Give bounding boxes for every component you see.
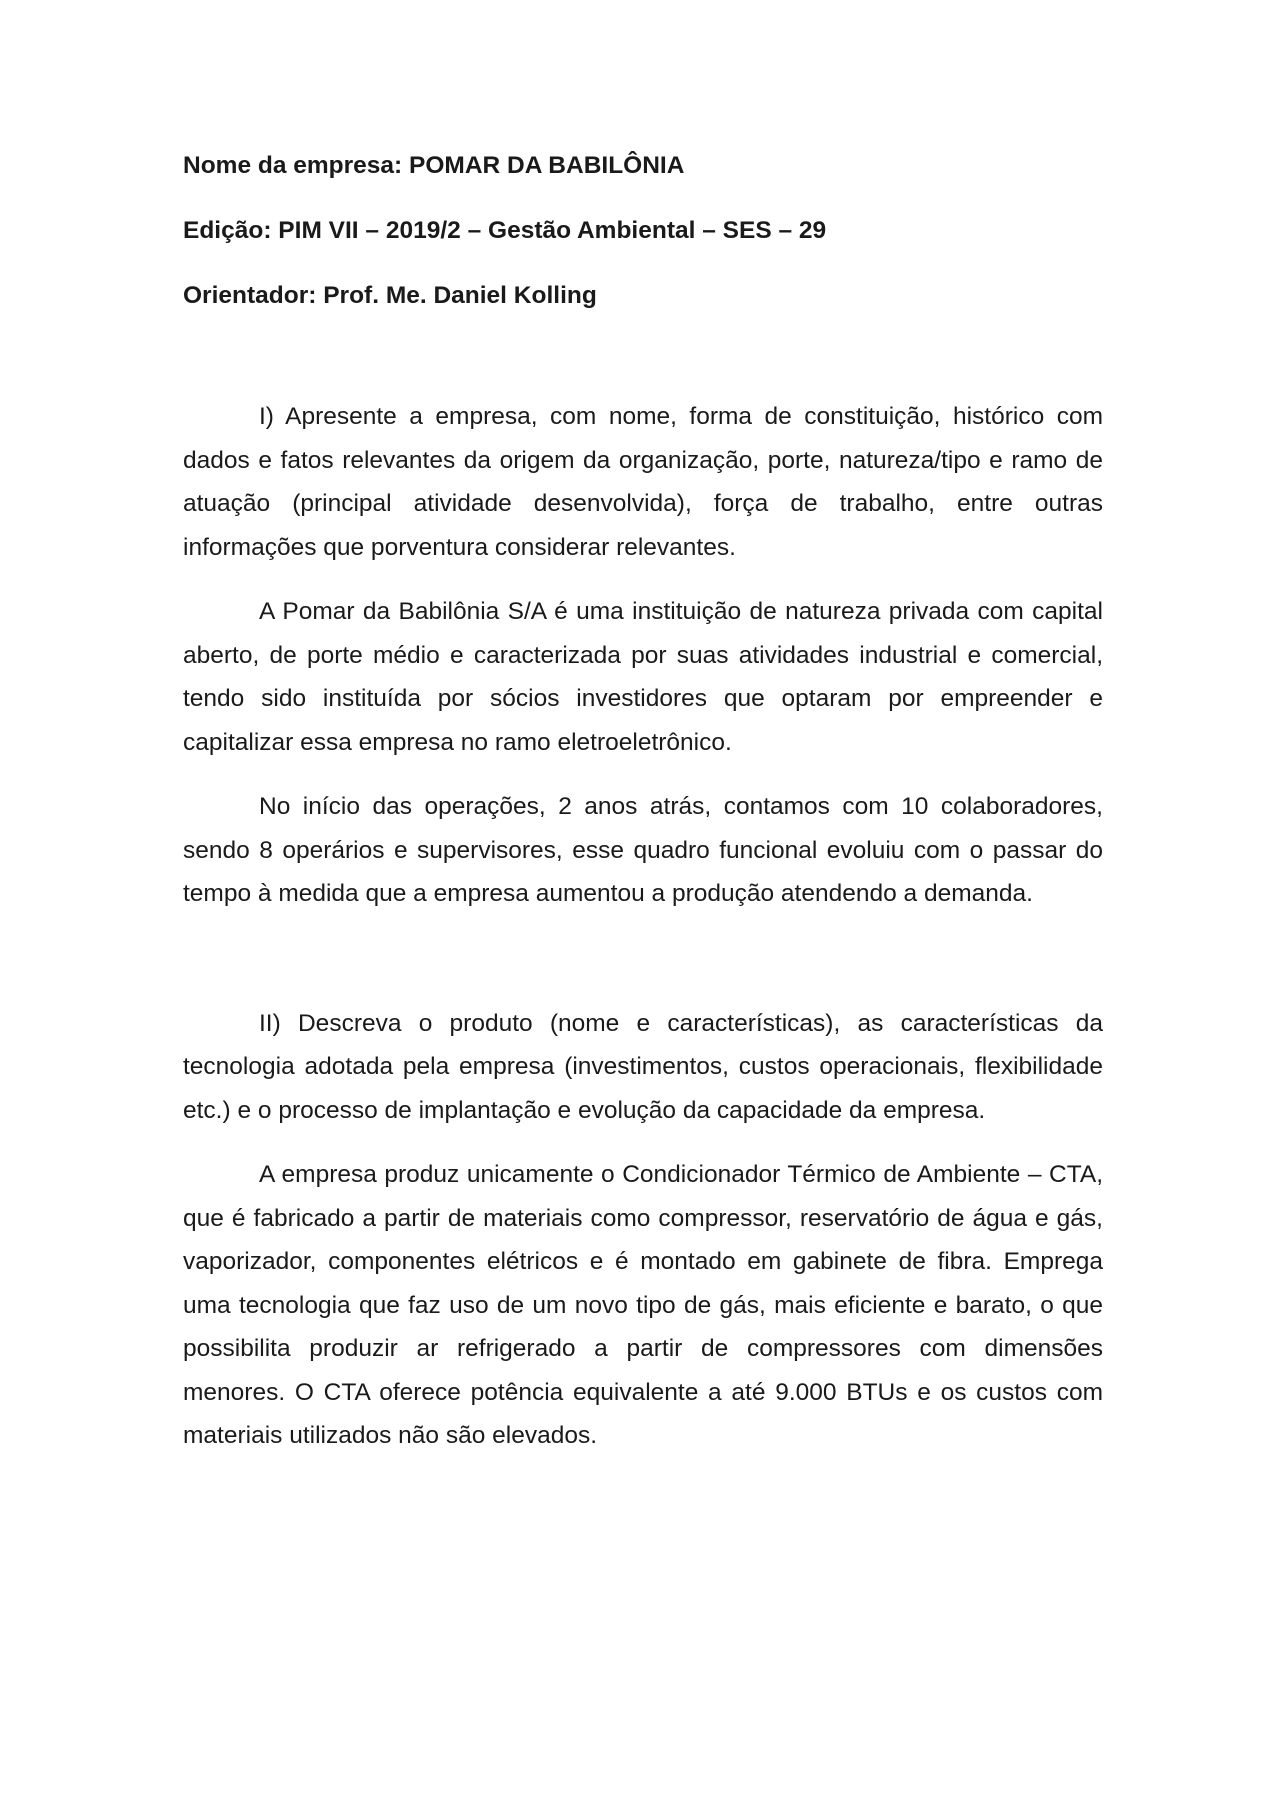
section-1-question: I) Apresente a empresa, com nome, forma de constituição, histórico com dados e fatos relevantes da origem da organização, porte, natureza/tipo e ramo de atuação (principal atividade desenvolvida), força de trabalho, entre outras informações que porventura considerar relevantes. [183,403,1103,561]
section-1-paragraph-1: A Pomar da Babilônia S/A é uma instituição de natureza privada com capital aberto, de porte médio e caracterizada por suas atividades industrial e comercial, tendo sido instituída por sócios investidores que optaram por empreender e capitalizar essa empresa no ramo eletroeletrônico. [183,598,1103,756]
section-2-question: II) Descreva o produto (nome e características), as características da tecnologia adotada pela empresa (investimentos, custos operacionais, flexibilidade etc.) e o processo de implantação e evolução da capacidade da empresa. [183,1009,1103,1124]
document-body [183,146,1103,1458]
section-2-paragraph-1: A empresa produz unicamente o Condicionador Térmico de Ambiente – CTA, que é fabricado a partir de materiais como compressor, reservatório de água e gás, vaporizador, componentes elétricos e é montado em gabinete de fibra. Emprega uma tecnologia que faz uso de um novo tipo de gás, mais eficiente e barato, o que possibilita produzir ar refrigerado a partir de compressores com dimensões menores. O CTA oferece potência equivalente a até 9.000 BTUs e os custos com materiais utilizados não são elevados. [183,1161,1103,1449]
company-name: Nome da empresa: POMAR DA BABILÔNIA [183,152,685,179]
edition-line: Edição: PIM VII – 2019/2 – Gestão Ambiental – SES – 29 [183,217,827,244]
section-1-paragraph-2: No início das operações, 2 anos atrás, contamos com 10 colaboradores, sendo 8 operários e supervisores, esse quadro funcional evoluiu com o passar do tempo à medida que a empresa aumentou a produção atendendo a demanda. [183,793,1103,907]
advisor-line: Orientador: Prof. Me. Daniel Kolling [183,282,597,309]
